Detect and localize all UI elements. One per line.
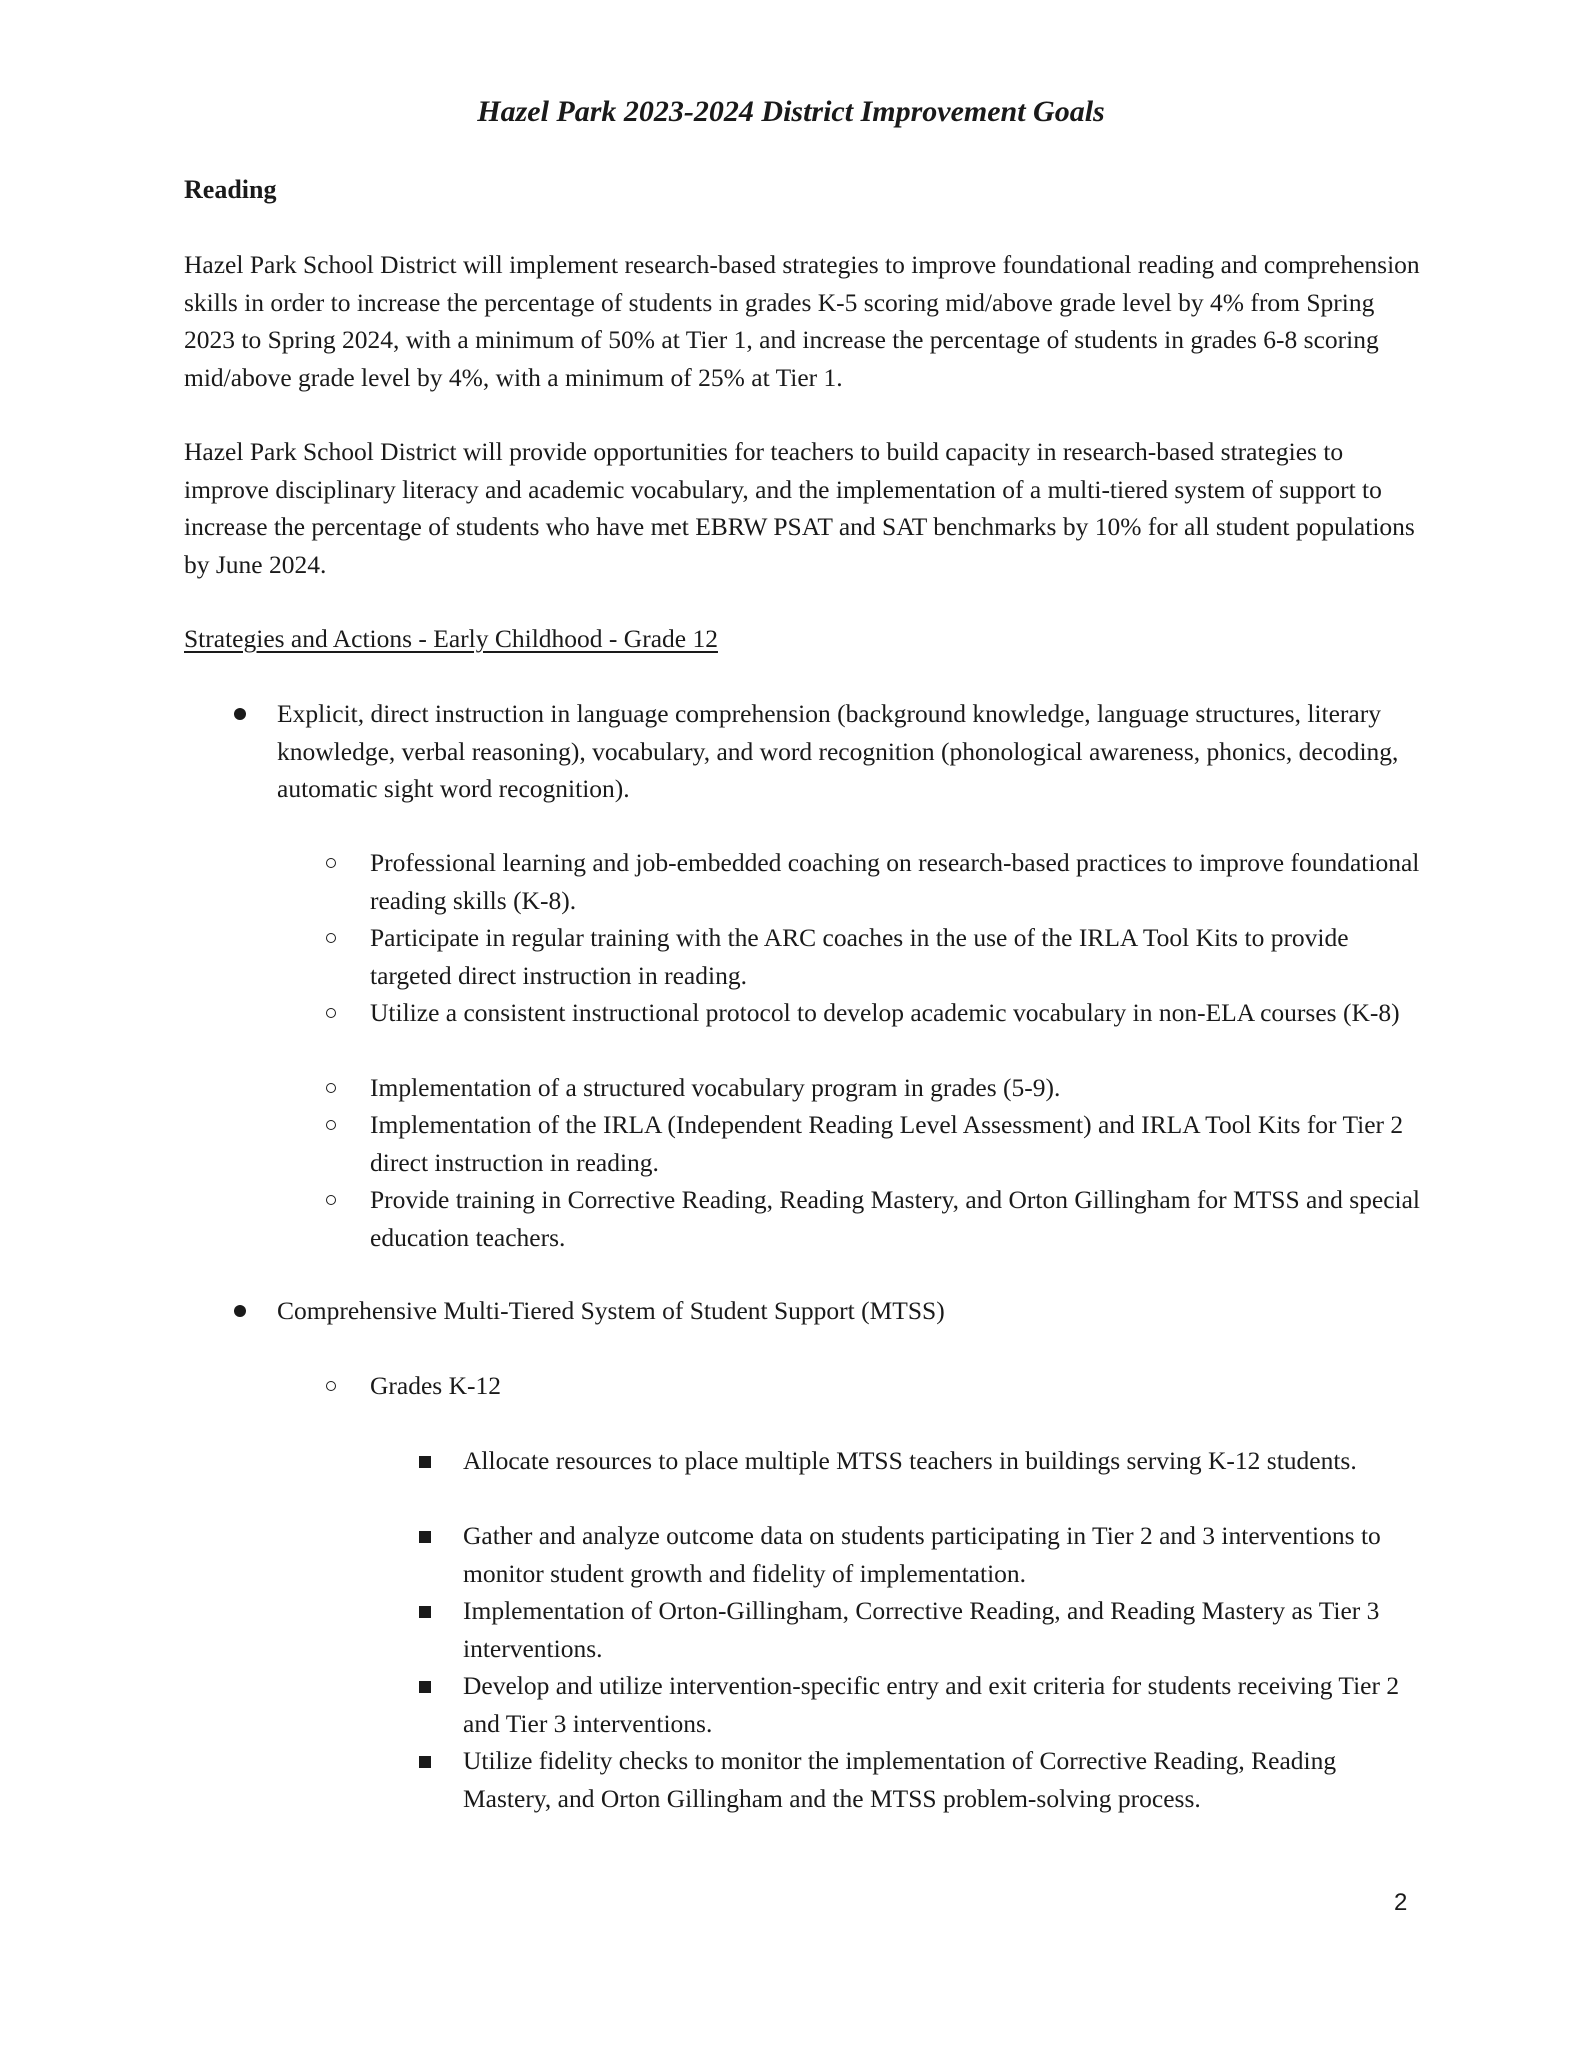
square-bullet-icon [419,1456,431,1468]
subitem-vocabulary-program [370,1069,1430,1107]
bullet-dot-icon [234,1305,246,1317]
item-entry-exit-criteria [463,1667,1423,1742]
reading-goal-paragraph-1: Hazel Park School District will implement research-based strategies to improve foundational reading and comprehension skills in order to increase the percentage of students in grades K-5 scoring mid/above grade level by 4% from Spring 2023 to Spring 2024, with a minimum of 50% at Tier 1, and increase the percentage of students in grades 6-8 scoring mid/above grade level by 4%, with a minimum of 25% at Tier 1. [184,250,1420,392]
square-bullet-icon [419,1681,431,1693]
item-text: Utilize fidelity checks to monitor the implementation of Corrective Reading, Reading Mastery, and Orton Gillingham and the MTSS problem-solving process. [463,1746,1337,1813]
square-bullet-icon [419,1756,431,1768]
item-text: Implementation of Orton-Gillingham, Corrective Reading, and Reading Mastery as Tier 3 interventions. [463,1596,1380,1663]
circle-bullet-icon [326,1083,336,1093]
subitem-text: Grades K-12 [370,1371,501,1400]
circle-bullet-icon [326,1195,336,1205]
item-outcome-data [463,1517,1423,1592]
subitem-text: Professional learning and job-embedded coaching on research-based practices to improve foundational reading skills (K-8). [370,848,1420,915]
item-text: Gather and analyze outcome data on students participating in Tier 2 and 3 interventions to monitor student growth and fidelity of implementation. [463,1521,1381,1588]
subitem-text: Participate in regular training with the ARC coaches in the use of the IRLA Tool Kits to provide targeted direct instruction in reading. [370,923,1349,990]
circle-bullet-icon [326,1381,336,1391]
circle-bullet-icon [326,1008,336,1018]
subitem-irla-implementation [370,1106,1430,1181]
item-allocate-resources [463,1442,1423,1480]
square-bullet-icon [419,1531,431,1543]
reading-goal-paragraph-2: Hazel Park School District will provide opportunities for teachers to build capacity in research-based strategies to improve disciplinary literacy and academic vocabulary, and the implementation of a multi-tiered system of support to increase the percentage of students who have met EBRW PSAT and SAT benchmarks by 10% for all student populations by June 2024. [184,437,1415,579]
bullet-dot-icon [234,708,246,720]
bullet-mtss [277,1292,1427,1330]
bullet-text: Comprehensive Multi-Tiered System of Student Support (MTSS) [277,1296,945,1325]
circle-bullet-icon [326,1120,336,1130]
item-text: Allocate resources to place multiple MTSS teachers in buildings serving K-12 students. [463,1446,1357,1475]
item-fidelity-checks [463,1742,1423,1817]
item-tier3-interventions [463,1592,1423,1667]
subitem-instructional-protocol [370,994,1430,1032]
circle-bullet-icon [326,933,336,943]
subitem-corrective-reading-training [370,1181,1430,1256]
bullet-explicit-instruction [277,695,1427,808]
circle-bullet-icon [326,858,336,868]
subitem-text: Utilize a consistent instructional protocol to develop academic vocabulary in non-ELA courses (K-8) [370,998,1400,1027]
subitem-text: Implementation of the IRLA (Independent Reading Level Assessment) and IRLA Tool Kits for Tier 2 direct instruction in reading. [370,1110,1404,1177]
subitem-professional-learning [370,844,1430,919]
subitem-arc-training [370,919,1430,994]
page-number: 2 [1394,1889,1408,1916]
square-bullet-icon [419,1606,431,1618]
strategies-heading: Strategies and Actions - Early Childhood - Grade 12 [184,624,718,653]
subitem-text: Implementation of a structured vocabulary program in grades (5-9). [370,1073,1061,1102]
section-heading-reading: Reading [184,175,277,204]
bullet-text: Explicit, direct instruction in language comprehension (background knowledge, language structures, literary knowledge, verbal reasoning), vocabulary, and word recognition (phonological awareness, phonics, decoding, automatic sight word recognition). [277,699,1399,803]
page-title: Hazel Park 2023-2024 District Improvement Goals [477,95,1105,128]
item-text: Develop and utilize intervention-specific entry and exit criteria for students receiving Tier 2 and Tier 3 interventions. [463,1671,1400,1738]
subitem-text: Provide training in Corrective Reading, Reading Mastery, and Orton Gillingham for MTSS and special education teachers. [370,1185,1421,1252]
subitem-grades-k12 [370,1367,1430,1405]
